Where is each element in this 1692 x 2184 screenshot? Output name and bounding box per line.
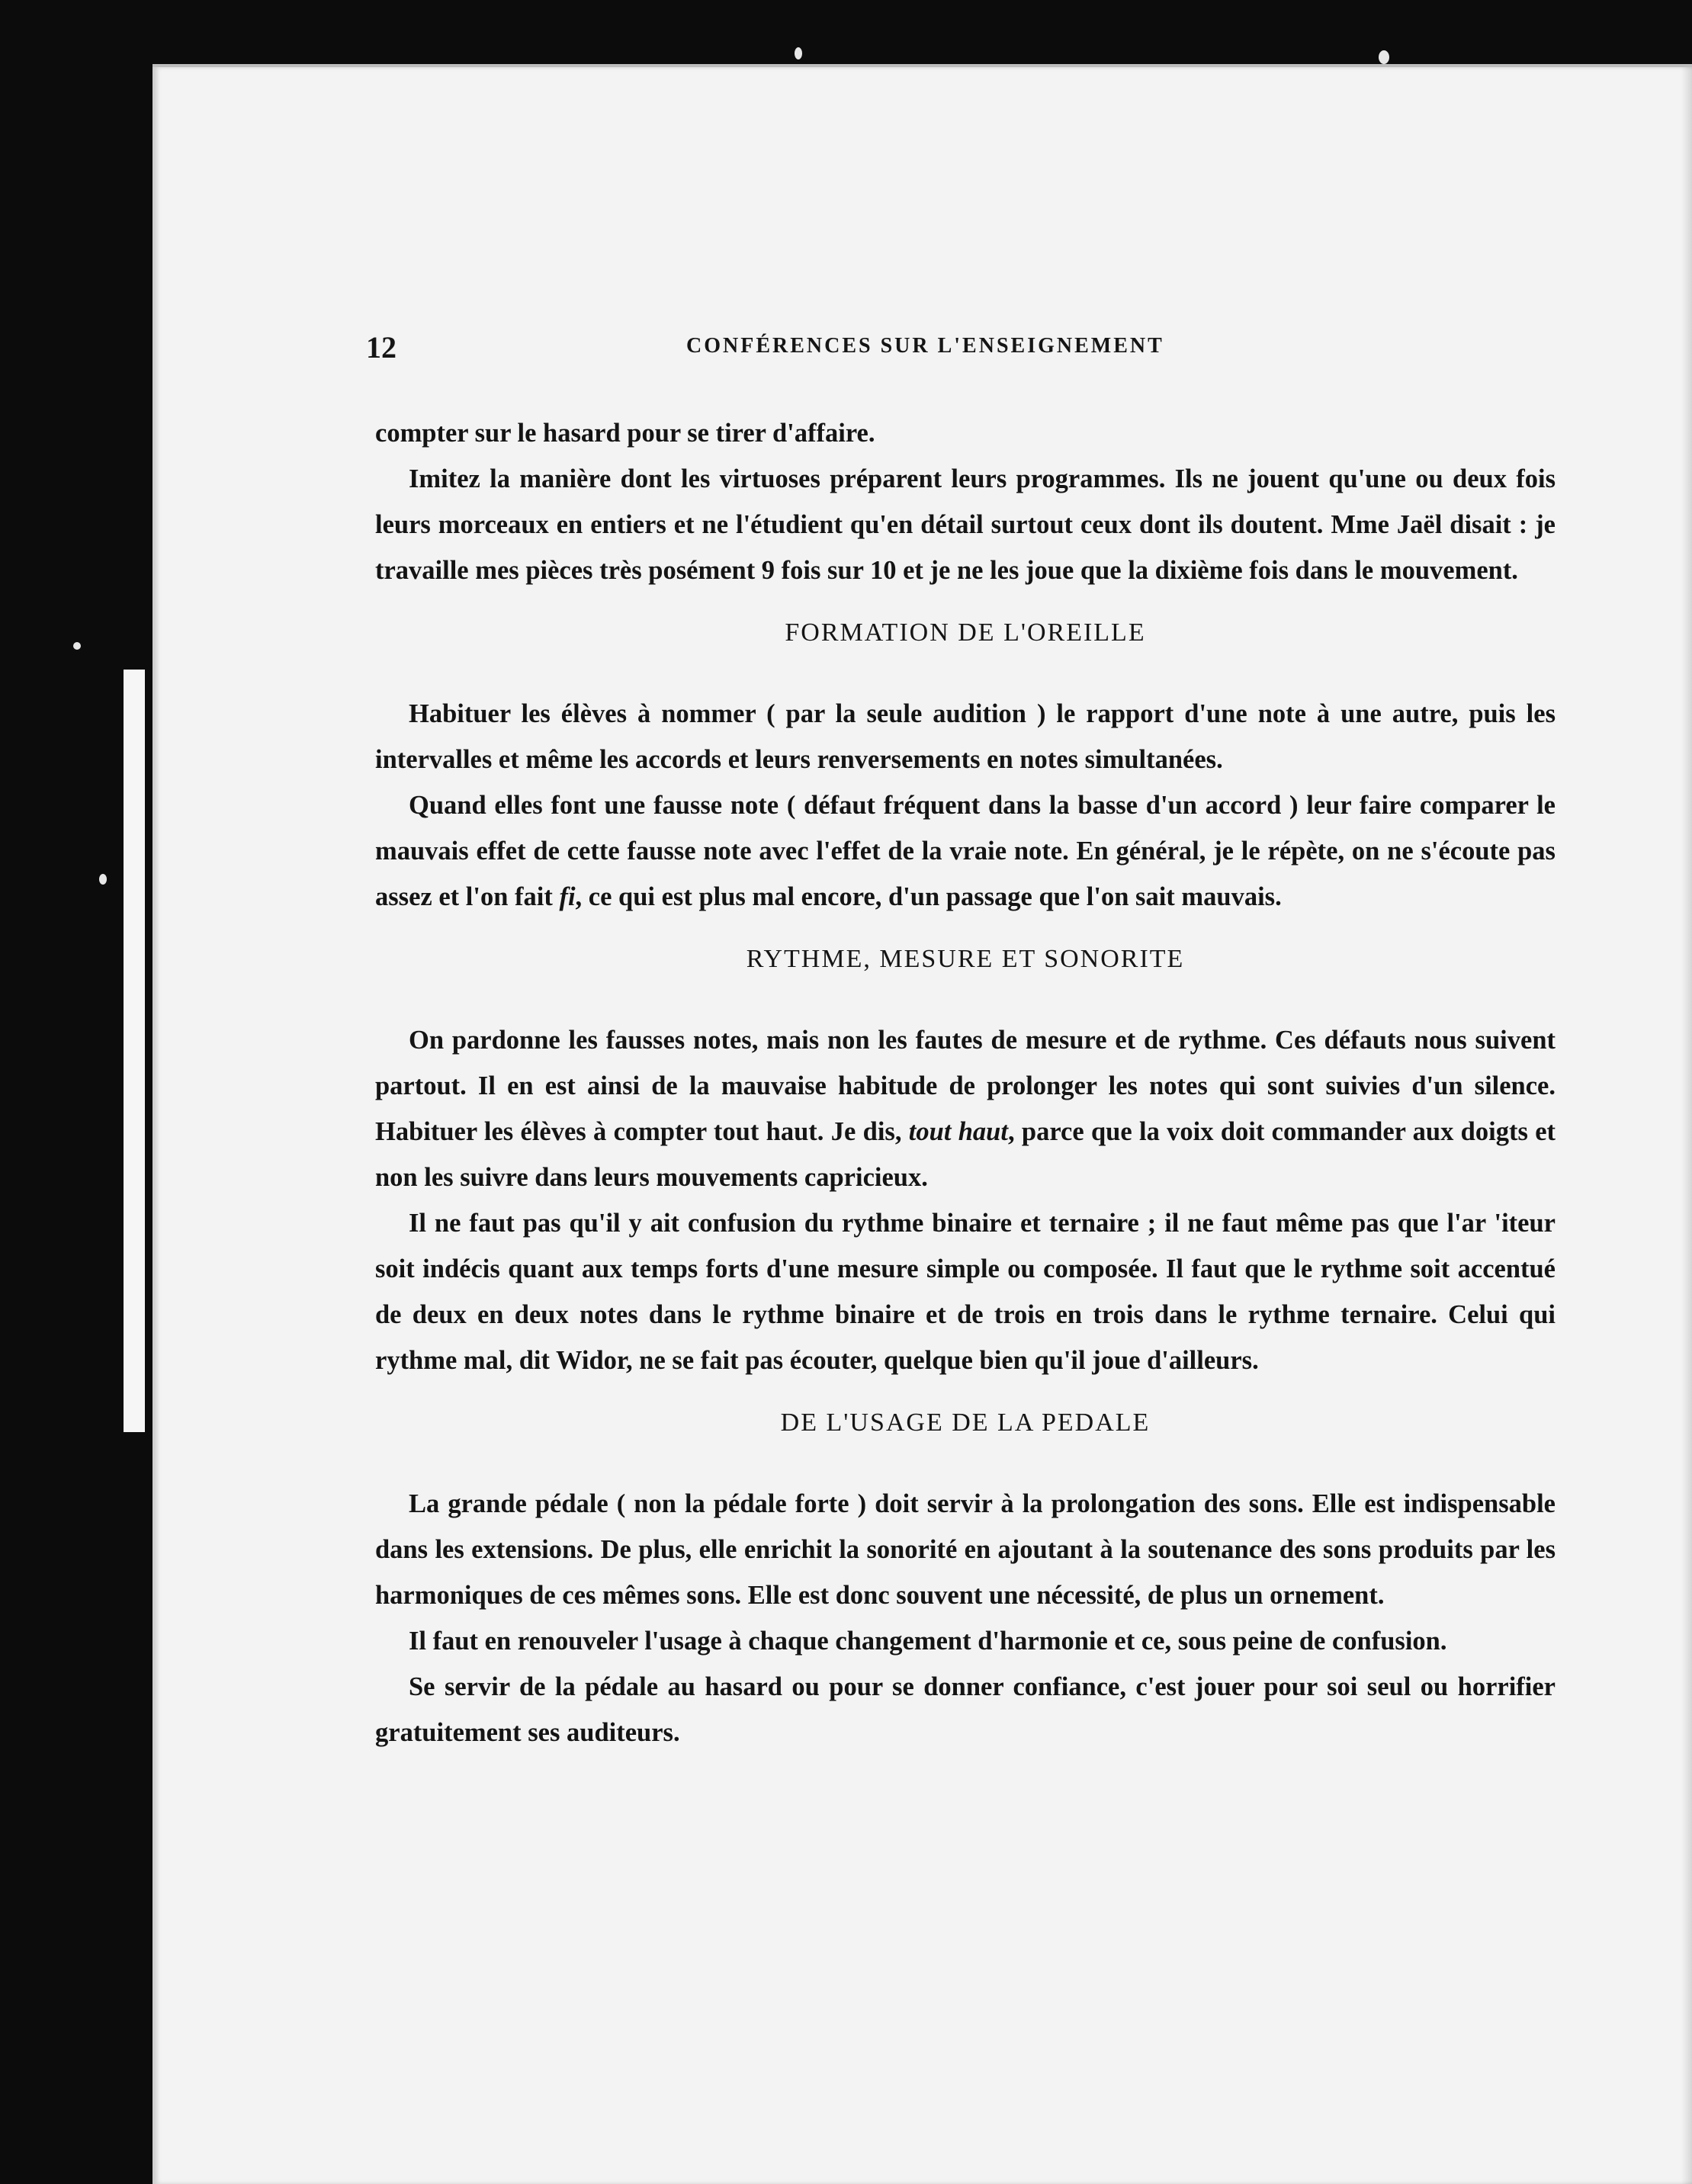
section-heading: RYTHME, MESURE ET SONORITE — [746, 945, 1185, 973]
paragraph: Imitez la manière dont les virtuoses préparent leurs programmes. Ils ne jouent qu'une ou deux fois leurs morceaux en entiers et ne l'étudient qu'en détail surtout ceux dont ils doutent. Mme Jaël disait : je travaille mes pièces très posément 9 fois sur 10 et je ne les joue que la dixième fois dans le mouvement. — [375, 464, 1556, 585]
page-header — [366, 329, 1556, 375]
paragraph: Il ne faut pas qu'il y ait confusion du rythme binaire et ternaire ; il ne faut même pas que l'ar 'iteur soit indécis quant aux temps forts d'une mesure simple ou composée. Il faut que le rythme soit accentué de deux en deux notes dans le rythme binaire et de trois en trois dans le rythme ternaire. Celui qui rythme mal, dit Widor, ne se fait pas écouter, quelque bien qu'il joue d'ailleurs. — [375, 1209, 1556, 1375]
paragraph: Il faut en renouveler l'usage à chaque changement d'harmonie et ce, sous peine de confusion. — [409, 1627, 1447, 1656]
paragraph: Habituer les élèves à nommer ( par la seule audition ) le rapport d'une note à une autre, puis les intervalles et même les accords et leurs renversements en notes simultanées. — [375, 699, 1556, 774]
scan-speck — [1379, 50, 1389, 64]
section-heading: DE L'USAGE DE LA PEDALE — [780, 1408, 1151, 1437]
paragraph: compter sur le hasard pour se tirer d'affaire. — [375, 419, 875, 448]
paragraph: Se servir de la pédale au hasard ou pour se donner confiance, c'est jouer pour soi seul ou horrifier gratuitement ses auditeurs. — [375, 1672, 1556, 1747]
paragraph-text: , parce que la voix doit commander aux doigts et non les suivre dans leurs mouvements capricieux. — [375, 1117, 1556, 1192]
running-title: CONFÉRENCES SUR L'ENSEIGNEMENT — [686, 334, 1164, 358]
italic-text: tout haut — [908, 1117, 1008, 1146]
paragraph — [375, 782, 1556, 920]
page-body — [375, 410, 1556, 1755]
paragraph-text: Quand elles font une fausse note ( défaut fréquent dans la basse d'un accord ) leur faire comparer le mauvais effet de cette fausse note avec l'effet de la vraie note. En général, je le répète, on ne s'écoute pas assez et l'on fait — [375, 791, 1556, 911]
section-heading: FORMATION DE L'OREILLE — [785, 618, 1146, 647]
paragraph-text: On pardonne les fausses notes, mais non les fautes de mesure et de rythme. Ces défauts nous suivent partout. Il en est ainsi de la mauvaise habitude de prolonger les notes qui sont suivies d'un silence. Habituer les élèves à compter tout haut. Je dis, — [375, 1026, 1556, 1146]
paragraph — [375, 1017, 1556, 1200]
italic-text: fi — [559, 882, 576, 911]
page-number: 12 — [366, 330, 397, 365]
binding-strip — [124, 670, 145, 1432]
paragraph-text: , ce qui est plus mal encore, d'un passage que l'on sait mauvais. — [575, 882, 1282, 911]
page-shadow — [1681, 67, 1692, 2184]
scan-speck — [795, 47, 802, 59]
scan-speck — [99, 874, 107, 885]
scan-speck — [73, 642, 81, 650]
paragraph: La grande pédale ( non la pédale forte ) doit servir à la prolongation des sons. Elle est indispensable dans les extensions. De plus, elle enrichit la sonorité en ajoutant à la soutenance des sons produits par les harmoniques de ces mêmes sons. Elle est donc souvent une nécessité, de plus un ornement. — [375, 1489, 1556, 1610]
